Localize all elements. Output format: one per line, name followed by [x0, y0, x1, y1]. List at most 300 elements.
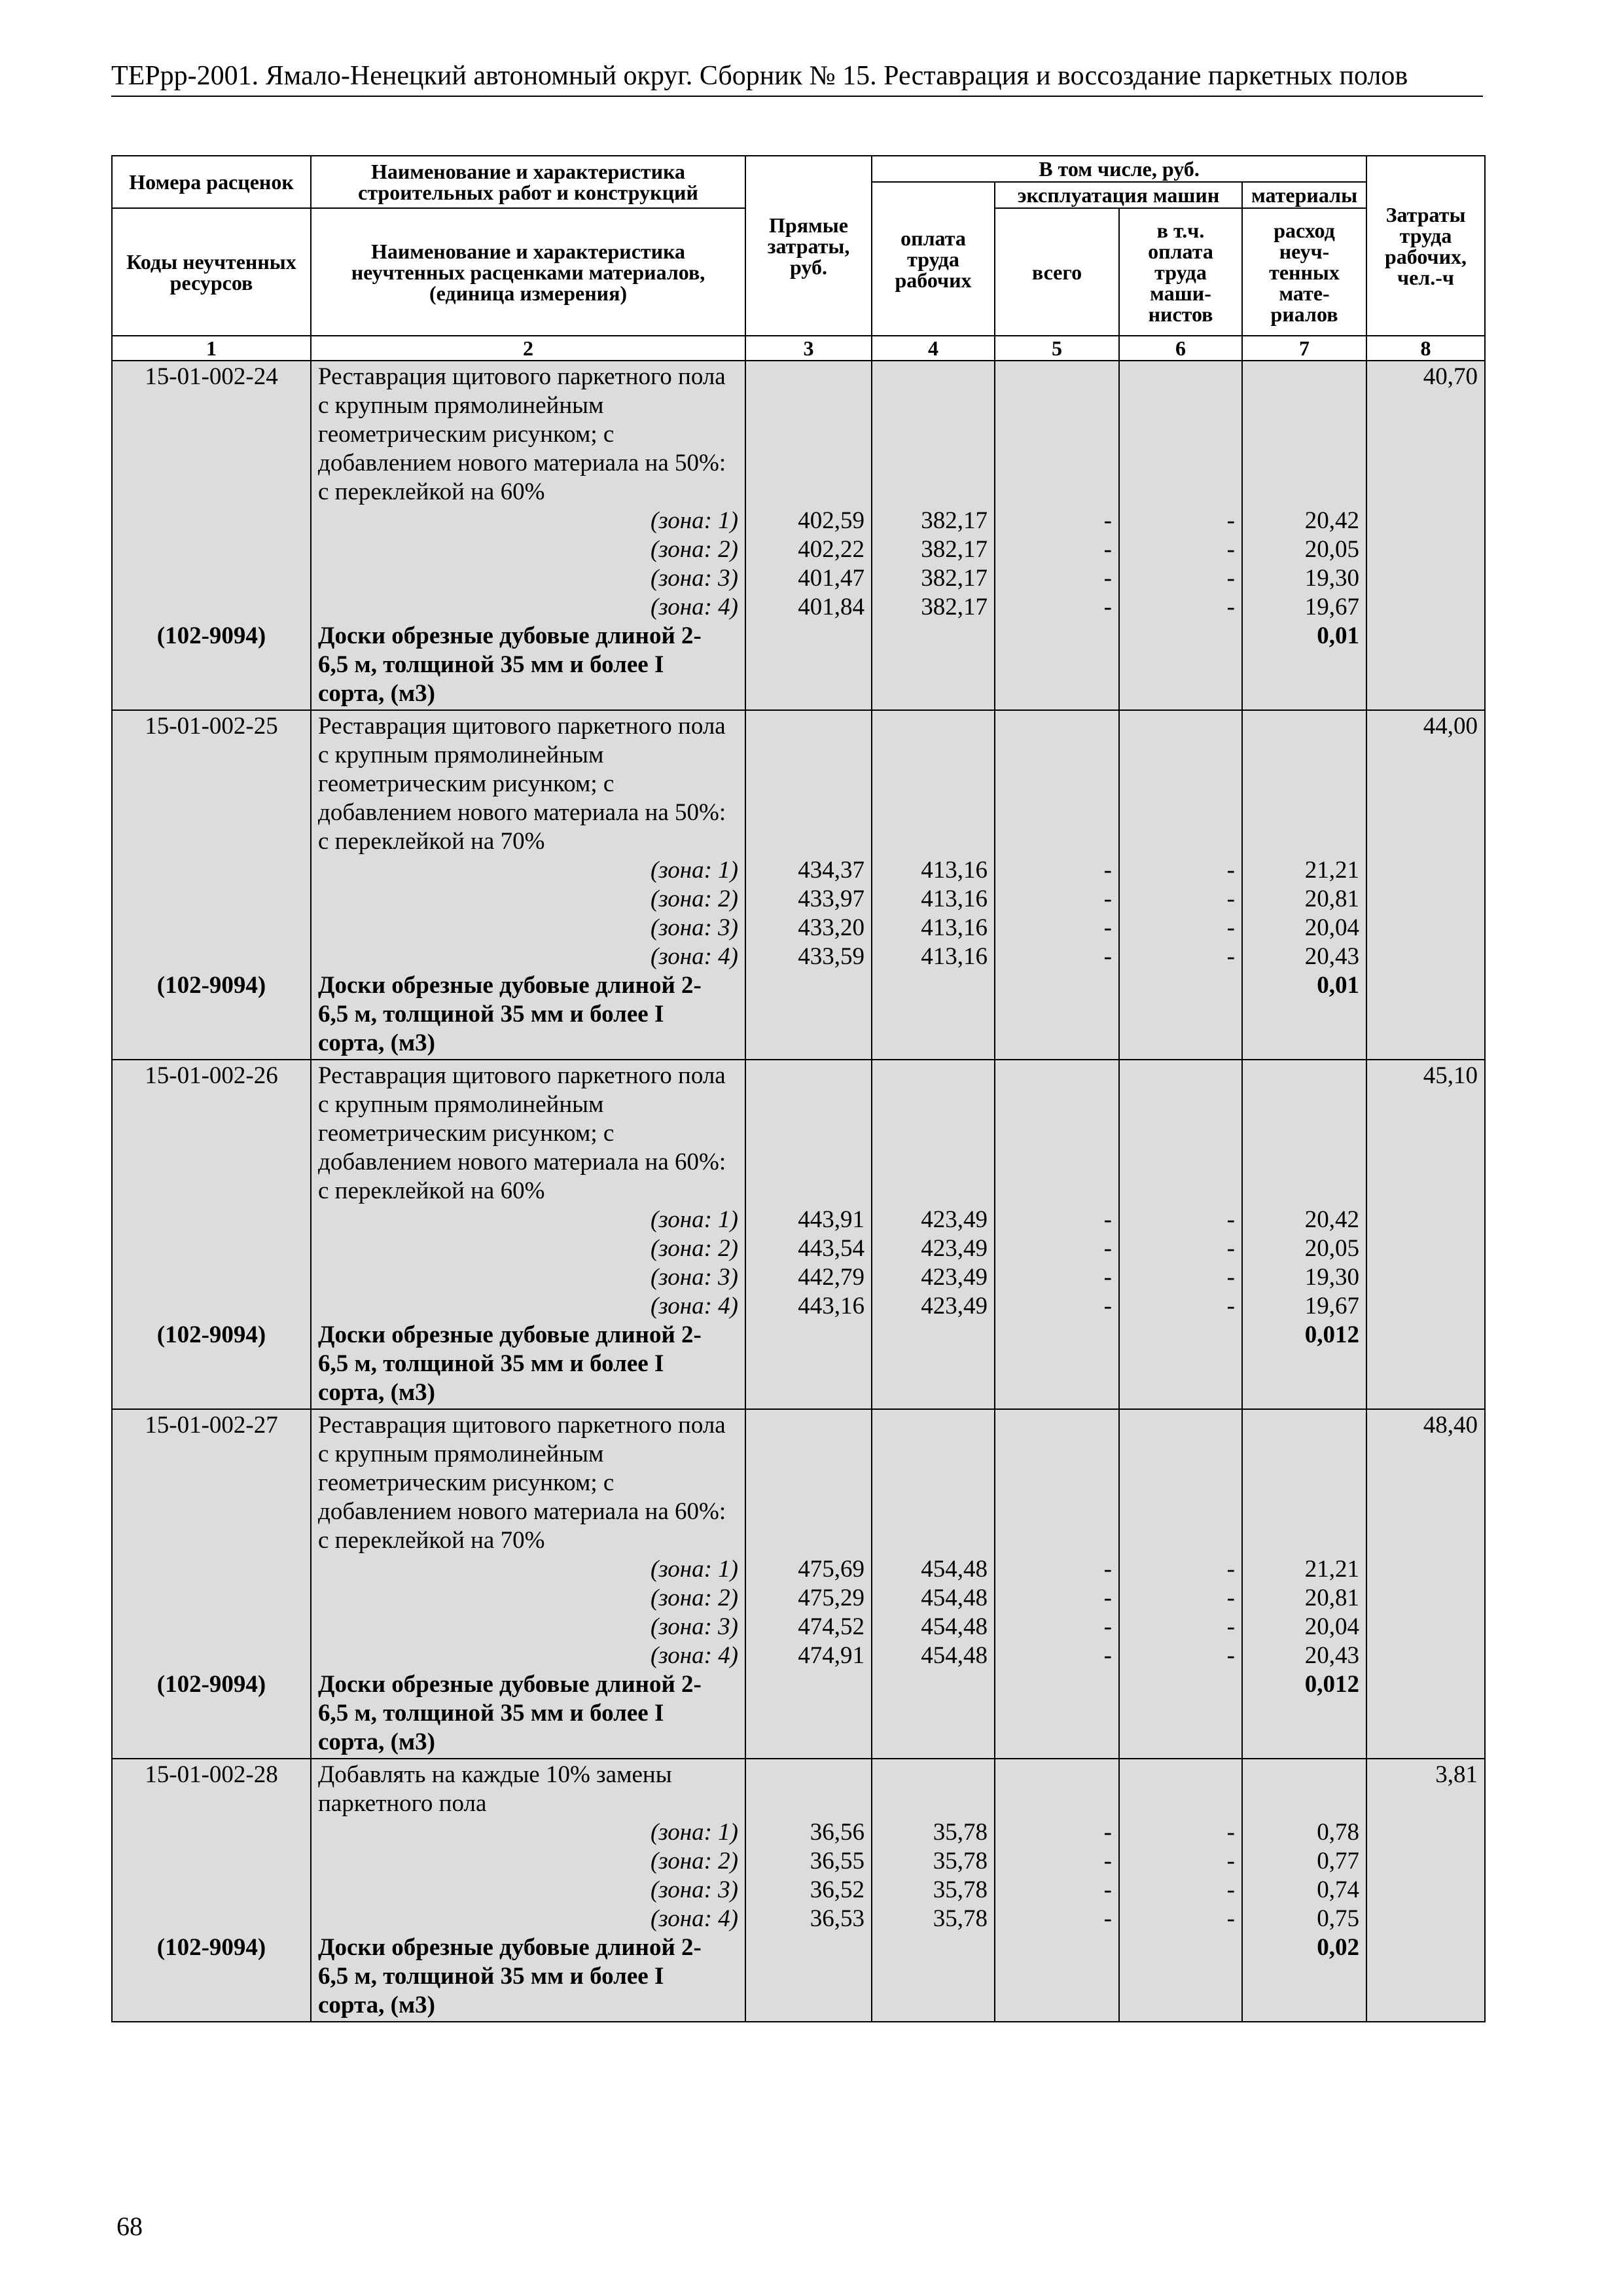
rate-code: 15-01-002-25: [145, 713, 278, 740]
zone-label: (зона: 3): [650, 1264, 738, 1291]
blank-line: [753, 1177, 865, 1206]
zone-direct-value: 433,97: [798, 886, 865, 912]
blank-line: [119, 1613, 304, 1641]
blank-line: [1126, 1411, 1235, 1440]
blank-line: [879, 391, 988, 420]
resource-name-line: сорта, (м3): [318, 1379, 435, 1406]
description-line: геометрическим рисунком; с: [318, 1120, 615, 1147]
zone-label: (зона: 1): [650, 1206, 738, 1233]
zone-direct-value: 402,22: [798, 536, 865, 563]
resource-name-line: 6,5 м, толщиной 35 мм и более I: [318, 1700, 664, 1727]
zone-direct-value: 443,16: [798, 1293, 865, 1319]
resource-code: (102-9094): [156, 1321, 266, 1348]
blank-line: [753, 478, 865, 507]
blank-line: [119, 391, 304, 420]
zone-machines-value: -: [1103, 1293, 1112, 1319]
blank-line: [119, 1177, 304, 1206]
zone-wages-value: 382,17: [921, 565, 988, 592]
zone-machines-value: -: [1103, 1905, 1112, 1932]
blank-line: [1249, 1148, 1359, 1177]
description-line: с переклейкой на 70%: [318, 1527, 545, 1554]
zone-direct-value: 443,91: [798, 1206, 865, 1233]
zone-wages-value: 454,48: [921, 1613, 988, 1640]
blank-line: [753, 1090, 865, 1119]
blank-line: [1249, 1119, 1359, 1148]
cell-direct-costs: [745, 1060, 872, 1409]
zone-materials-value: 20,81: [1304, 1585, 1359, 1611]
blank-line: [753, 1498, 865, 1526]
zone-operators-value: -: [1226, 857, 1235, 884]
zone-operators-value: -: [1226, 1905, 1235, 1932]
blank-line: [119, 1234, 304, 1263]
zone-direct-value: 475,29: [798, 1585, 865, 1611]
blank-line: [879, 1062, 988, 1090]
blank-line: [1126, 449, 1235, 478]
blank-line: [1002, 478, 1112, 507]
zone-machines-value: -: [1103, 1642, 1112, 1669]
blank-line: [1126, 1177, 1235, 1206]
resource-name-line: Доски обрезные дубовые длиной 2-: [318, 1934, 702, 1961]
cell-code: [112, 1409, 311, 1759]
zone-wages-value: 423,49: [921, 1206, 988, 1233]
zone-operators-value: -: [1226, 1613, 1235, 1640]
cell-labor: [1366, 361, 1485, 710]
zone-machines-value: -: [1103, 594, 1112, 620]
zone-materials-value: 19,30: [1304, 1264, 1359, 1291]
blank-line: [119, 856, 304, 885]
blank-line: [119, 1148, 304, 1177]
header-rule: [111, 96, 1483, 97]
header-machines-group: эксплуатация машин: [995, 182, 1242, 208]
cell-labor: [1366, 710, 1485, 1060]
blank-line: [119, 770, 304, 798]
page-number: 68: [116, 2212, 143, 2241]
description-line: Реставрация щитового паркетного пола: [318, 1412, 726, 1439]
cell-description: [311, 710, 745, 1060]
blank-line: [1126, 1119, 1235, 1148]
zone-direct-value: 433,59: [798, 943, 865, 970]
blank-line: [119, 449, 304, 478]
zone-wages-value: 413,16: [921, 857, 988, 884]
blank-line: [1126, 1062, 1235, 1090]
zone-direct-value: 434,37: [798, 857, 865, 884]
zone-label: (зона: 3): [650, 565, 738, 592]
page-header: ТЕРрр-2001. Ямало-Ненецкий автономный округ. Сборник № 15. Реставрация и воссоздание паркетных полов: [111, 61, 1408, 91]
blank-line: [1249, 449, 1359, 478]
table-row: [112, 1759, 1485, 2022]
cell-labor: [1366, 1060, 1485, 1409]
blank-line: [1126, 1440, 1235, 1469]
blank-line: [1249, 1062, 1359, 1090]
zone-materials-value: 20,04: [1304, 914, 1359, 941]
zone-operators-value: -: [1226, 1848, 1235, 1874]
header-labor-costs: Затраты труда рабочих, чел.-ч: [1366, 156, 1485, 336]
zone-operators-value: -: [1226, 1235, 1235, 1262]
labor-value: 45,10: [1423, 1062, 1478, 1089]
blank-line: [1249, 420, 1359, 449]
zone-operators-value: -: [1226, 507, 1235, 534]
zone-wages-value: 454,48: [921, 1556, 988, 1583]
blank-line: [119, 478, 304, 507]
blank-line: [1002, 1469, 1112, 1498]
cell-materials: [1242, 361, 1366, 710]
cell-labor: [1366, 1759, 1485, 2022]
blank-line: [1126, 1761, 1235, 1789]
zone-wages-value: 423,49: [921, 1235, 988, 1262]
blank-line: [753, 391, 865, 420]
blank-line: [879, 1148, 988, 1177]
blank-line: [119, 1876, 304, 1905]
description-line: паркетного пола: [318, 1790, 487, 1817]
blank-line: [119, 420, 304, 449]
blank-line: [1002, 1148, 1112, 1177]
blank-line: [1249, 1761, 1359, 1789]
zone-operators-value: -: [1226, 1585, 1235, 1611]
blank-line: [879, 1177, 988, 1206]
zone-operators-value: -: [1226, 1642, 1235, 1669]
blank-line: [1002, 1177, 1112, 1206]
blank-line: [1126, 478, 1235, 507]
zone-direct-value: 443,54: [798, 1235, 865, 1262]
cell-materials: [1242, 1759, 1366, 2022]
cell-code: [112, 361, 311, 710]
labor-value: 48,40: [1423, 1412, 1478, 1439]
zone-direct-value: 36,56: [810, 1819, 865, 1846]
entries-body: [112, 361, 1485, 2022]
blank-line: [119, 1090, 304, 1119]
cell-machines: [995, 1060, 1119, 1409]
blank-line: [119, 827, 304, 856]
blank-line: [1002, 449, 1112, 478]
cell-wages: [872, 1409, 995, 1759]
blank-line: [879, 712, 988, 741]
blank-line: [119, 1555, 304, 1584]
blank-line: [1002, 712, 1112, 741]
blank-line: [1249, 1526, 1359, 1555]
zone-wages-value: 35,78: [933, 1819, 988, 1846]
blank-line: [119, 798, 304, 827]
header-col2-bottom: Наименование и характеристика неучтенных расценками материалов, (единица измерения): [311, 208, 745, 336]
blank-line: [119, 535, 304, 564]
zone-label: (зона: 4): [650, 1293, 738, 1319]
blank-line: [119, 564, 304, 593]
zone-materials-value: 21,21: [1304, 1556, 1359, 1583]
resource-amount: 0,01: [1317, 622, 1359, 649]
labor-value: 44,00: [1423, 713, 1478, 740]
zone-materials-value: 0,74: [1317, 1876, 1359, 1903]
cell-machines: [995, 1759, 1119, 2022]
blank-line: [753, 1062, 865, 1090]
zone-operators-value: -: [1226, 1264, 1235, 1291]
header-machines-total: всего: [995, 208, 1119, 336]
rate-code: 15-01-002-24: [145, 363, 278, 390]
blank-line: [1249, 363, 1359, 391]
zone-operators-value: -: [1226, 943, 1235, 970]
cell-operator-wages: [1119, 1060, 1242, 1409]
blank-line: [1126, 1469, 1235, 1498]
cell-direct-costs: [745, 1409, 872, 1759]
zone-materials-value: 20,05: [1304, 536, 1359, 563]
zone-machines-value: -: [1103, 1206, 1112, 1233]
blank-line: [119, 1847, 304, 1876]
blank-line: [1002, 420, 1112, 449]
zone-wages-value: 413,16: [921, 943, 988, 970]
blank-line: [879, 1789, 988, 1818]
zone-direct-value: 401,84: [798, 594, 865, 620]
zone-direct-value: 474,52: [798, 1613, 865, 1640]
blank-line: [879, 363, 988, 391]
zone-label: (зона: 1): [650, 1556, 738, 1583]
blank-line: [1126, 1789, 1235, 1818]
blank-line: [1126, 1148, 1235, 1177]
blank-line: [1249, 712, 1359, 741]
description-line: добавлением нового материала на 60%:: [318, 1498, 726, 1525]
blank-line: [1126, 420, 1235, 449]
zone-label: (зона: 2): [650, 1235, 738, 1262]
blank-line: [1002, 1090, 1112, 1119]
zone-label: (зона: 3): [650, 1613, 738, 1640]
zone-wages-value: 382,17: [921, 507, 988, 534]
blank-line: [1249, 741, 1359, 770]
blank-line: [753, 1761, 865, 1789]
zone-wages-value: 35,78: [933, 1905, 988, 1932]
zone-machines-value: -: [1103, 1876, 1112, 1903]
blank-line: [119, 1584, 304, 1613]
cell-materials: [1242, 710, 1366, 1060]
blank-line: [1249, 827, 1359, 856]
zone-machines-value: -: [1103, 886, 1112, 912]
zone-label: (зона: 4): [650, 943, 738, 970]
blank-line: [119, 1263, 304, 1292]
description-line: Добавлять на каждые 10% замены: [318, 1761, 672, 1788]
resource-name-line: 6,5 м, толщиной 35 мм и более I: [318, 1350, 664, 1377]
zone-machines-value: -: [1103, 1819, 1112, 1846]
zone-machines-value: -: [1103, 1235, 1112, 1262]
blank-line: [1249, 1498, 1359, 1526]
resource-name-line: сорта, (м3): [318, 1992, 435, 2018]
description-line: добавлением нового материала на 50%:: [318, 799, 726, 826]
column-number: 1: [112, 336, 311, 361]
blank-line: [1249, 391, 1359, 420]
blank-line: [879, 1411, 988, 1440]
zone-materials-value: 0,78: [1317, 1819, 1359, 1846]
cell-code: [112, 710, 311, 1060]
cell-wages: [872, 710, 995, 1060]
resource-name-line: Доски обрезные дубовые длиной 2-: [318, 1321, 702, 1348]
blank-line: [1126, 741, 1235, 770]
column-number: 7: [1242, 336, 1366, 361]
zone-label: (зона: 4): [650, 1642, 738, 1669]
resource-name-line: сорта, (м3): [318, 680, 435, 707]
table-row: [112, 710, 1485, 1060]
blank-line: [1126, 1526, 1235, 1555]
blank-line: [1002, 1440, 1112, 1469]
blank-line: [1126, 798, 1235, 827]
blank-line: [1249, 478, 1359, 507]
description-line: с крупным прямолинейным: [318, 742, 604, 768]
zone-operators-value: -: [1226, 914, 1235, 941]
zone-operators-value: -: [1226, 1293, 1235, 1319]
blank-line: [753, 1148, 865, 1177]
zone-machines-value: -: [1103, 1613, 1112, 1640]
zone-materials-value: 0,77: [1317, 1848, 1359, 1874]
resource-amount: 0,01: [1317, 972, 1359, 999]
zone-label: (зона: 2): [650, 536, 738, 563]
zone-materials-value: 20,04: [1304, 1613, 1359, 1640]
blank-line: [1126, 712, 1235, 741]
cell-materials: [1242, 1409, 1366, 1759]
zone-label: (зона: 1): [650, 507, 738, 534]
resource-name-line: Доски обрезные дубовые длиной 2-: [318, 1671, 702, 1698]
description-line: геометрическим рисунком; с: [318, 421, 615, 448]
zone-machines-value: -: [1103, 914, 1112, 941]
cell-code: [112, 1060, 311, 1409]
blank-line: [753, 712, 865, 741]
zone-operators-value: -: [1226, 886, 1235, 912]
blank-line: [1249, 770, 1359, 798]
zone-wages-value: 382,17: [921, 594, 988, 620]
column-number-row: [112, 336, 1485, 361]
blank-line: [753, 1469, 865, 1498]
zone-operators-value: -: [1226, 565, 1235, 592]
column-number: 4: [872, 336, 995, 361]
blank-line: [1002, 798, 1112, 827]
resource-name-line: 6,5 м, толщиной 35 мм и более I: [318, 1001, 664, 1028]
zone-direct-value: 36,53: [810, 1905, 865, 1932]
zone-materials-value: 0,75: [1317, 1905, 1359, 1932]
blank-line: [753, 741, 865, 770]
resource-name-line: сорта, (м3): [318, 1729, 435, 1755]
cell-machines: [995, 361, 1119, 710]
zone-direct-value: 402,59: [798, 507, 865, 534]
zone-direct-value: 401,47: [798, 565, 865, 592]
zone-machines-value: -: [1103, 1585, 1112, 1611]
blank-line: [119, 1440, 304, 1469]
zone-wages-value: 35,78: [933, 1848, 988, 1874]
blank-line: [879, 1761, 988, 1789]
blank-line: [879, 827, 988, 856]
labor-value: 40,70: [1423, 363, 1478, 390]
resource-name-line: Доски обрезные дубовые длиной 2-: [318, 622, 702, 649]
zone-materials-value: 19,30: [1304, 565, 1359, 592]
blank-line: [753, 363, 865, 391]
blank-line: [753, 1526, 865, 1555]
blank-line: [119, 942, 304, 971]
resource-name-line: сорта, (м3): [318, 1030, 435, 1056]
blank-line: [1249, 798, 1359, 827]
blank-line: [119, 1292, 304, 1321]
table-row: [112, 1409, 1485, 1759]
blank-line: [753, 420, 865, 449]
cell-description: [311, 1759, 745, 2022]
zone-wages-value: 423,49: [921, 1264, 988, 1291]
zone-label: (зона: 2): [650, 886, 738, 912]
blank-line: [753, 1119, 865, 1148]
resource-amount: 0,012: [1304, 1671, 1359, 1698]
zone-operators-value: -: [1226, 1556, 1235, 1583]
header-wages: оплата труда рабочих: [872, 182, 995, 336]
zone-wages-value: 382,17: [921, 536, 988, 563]
header-group-including: В том числе, руб.: [872, 156, 1366, 182]
zone-direct-value: 36,55: [810, 1848, 865, 1874]
zone-operators-value: -: [1226, 1819, 1235, 1846]
zone-wages-value: 454,48: [921, 1642, 988, 1669]
blank-line: [1002, 1498, 1112, 1526]
blank-line: [1002, 1062, 1112, 1090]
labor-value: 3,81: [1435, 1761, 1478, 1788]
description-line: Реставрация щитового паркетного пола: [318, 363, 726, 390]
description-line: с крупным прямолинейным: [318, 1441, 604, 1467]
cell-direct-costs: [745, 361, 872, 710]
zone-operators-value: -: [1226, 594, 1235, 620]
blank-line: [119, 507, 304, 535]
zone-machines-value: -: [1103, 1556, 1112, 1583]
zone-machines-value: -: [1103, 1848, 1112, 1874]
blank-line: [753, 1440, 865, 1469]
resource-name-line: 6,5 м, толщиной 35 мм и более I: [318, 651, 664, 678]
resource-code: (102-9094): [156, 1934, 266, 1961]
blank-line: [879, 1526, 988, 1555]
blank-line: [879, 1469, 988, 1498]
blank-line: [1126, 1498, 1235, 1526]
description-line: добавлением нового материала на 60%:: [318, 1149, 726, 1175]
column-number: 8: [1366, 336, 1485, 361]
table-row: [112, 1060, 1485, 1409]
cell-operator-wages: [1119, 710, 1242, 1060]
zone-wages-value: 35,78: [933, 1876, 988, 1903]
blank-line: [879, 449, 988, 478]
zone-operators-value: -: [1226, 1206, 1235, 1233]
blank-line: [753, 770, 865, 798]
cell-operator-wages: [1119, 361, 1242, 710]
zone-machines-value: -: [1103, 1264, 1112, 1291]
zone-materials-value: 20,43: [1304, 1642, 1359, 1669]
header-unaccounted-materials: расход неуч-тенных мате-риалов: [1242, 208, 1366, 336]
blank-line: [119, 741, 304, 770]
description-line: Реставрация щитового паркетного пола: [318, 713, 726, 740]
blank-line: [879, 1498, 988, 1526]
cell-description: [311, 1409, 745, 1759]
header-direct-costs: Прямые затраты, руб.: [745, 156, 872, 336]
zone-materials-value: 19,67: [1304, 1293, 1359, 1319]
zone-machines-value: -: [1103, 565, 1112, 592]
column-number: 6: [1119, 336, 1242, 361]
description-line: с крупным прямолинейным: [318, 392, 604, 419]
cell-direct-costs: [745, 710, 872, 1060]
zone-materials-value: 19,67: [1304, 594, 1359, 620]
column-number: 2: [311, 336, 745, 361]
cell-wages: [872, 1759, 995, 2022]
zone-direct-value: 36,52: [810, 1876, 865, 1903]
cell-direct-costs: [745, 1759, 872, 2022]
cell-operator-wages: [1119, 1409, 1242, 1759]
blank-line: [119, 593, 304, 622]
blank-line: [879, 1090, 988, 1119]
blank-line: [1249, 1411, 1359, 1440]
blank-line: [1002, 770, 1112, 798]
zone-direct-value: 475,69: [798, 1556, 865, 1583]
resource-code: (102-9094): [156, 972, 266, 999]
column-number: 3: [745, 336, 872, 361]
blank-line: [119, 1206, 304, 1234]
zone-label: (зона: 3): [650, 1876, 738, 1903]
resource-amount: 0,012: [1304, 1321, 1359, 1348]
blank-line: [879, 798, 988, 827]
blank-line: [879, 1119, 988, 1148]
zone-materials-value: 21,21: [1304, 857, 1359, 884]
blank-line: [1002, 827, 1112, 856]
rate-code: 15-01-002-26: [145, 1062, 278, 1089]
